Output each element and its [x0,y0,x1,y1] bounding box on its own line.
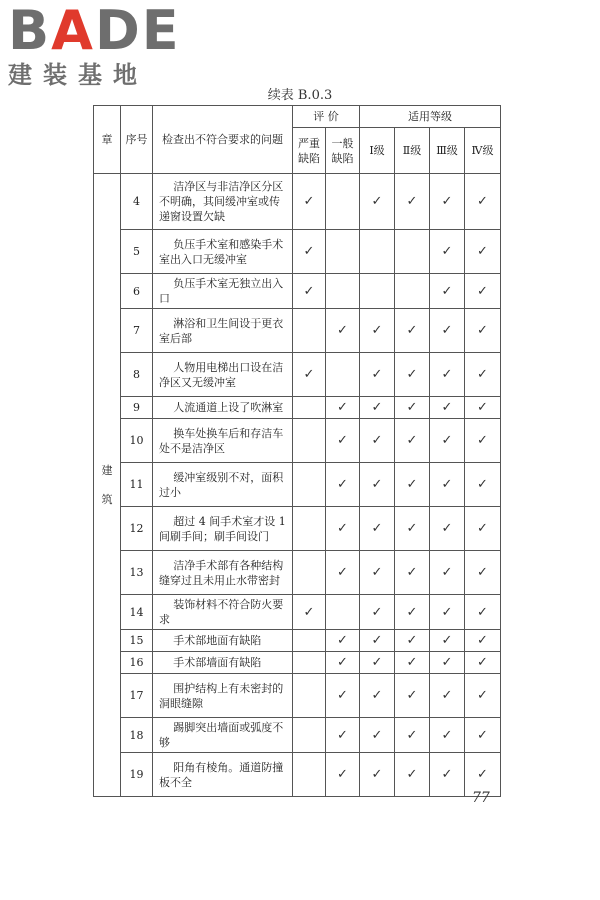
check-mark-icon: ✓ [371,323,383,338]
row-number: 11 [121,463,153,507]
cell-grade-3 [430,309,465,353]
check-mark-icon: ✓ [441,727,453,743]
table-row [94,753,501,797]
table-row [94,630,501,652]
check-mark-icon: ✓ [477,727,488,743]
check-mark-icon: ✓ [441,604,453,620]
row-number: 8 [121,353,153,397]
header-grade-1: Ⅰ级 [360,128,395,174]
cell-grade-4 [465,551,501,595]
table-row [94,397,501,419]
check-mark-icon: ✓ [371,688,383,703]
check-mark-icon: ✓ [406,433,418,448]
cell-grade-1 [360,753,395,797]
cell-general [326,652,360,674]
cell-grade-1 [360,397,395,419]
check-mark-icon: ✓ [337,727,348,743]
issue-description: 人流通道上设了吹淋室 [153,397,293,419]
table-row [94,174,501,230]
header-evaluation: 评 价 [293,106,360,128]
header-grade-4: Ⅳ级 [465,128,501,174]
check-mark-icon: ✓ [477,244,488,259]
check-mark-icon: ✓ [406,521,418,536]
cell-grade-1 [360,595,395,630]
cell-grade-1 [360,674,395,718]
table-row [94,309,501,353]
issue-description: 人物用电梯出口设在洁净区又无缓冲室 [153,353,293,397]
check-mark-icon: ✓ [406,727,418,743]
issue-description: 洁净区与非洁净区分区不明确，其间缓冲室或传递窗设置欠缺 [153,174,293,230]
cell-grade-3 [430,652,465,674]
table-row [94,230,501,274]
check-mark-icon: ✓ [406,194,418,209]
cell-severe [293,463,326,507]
cell-grade-2 [395,397,430,419]
check-mark-icon: ✓ [337,323,348,338]
cell-grade-1 [360,463,395,507]
check-mark-icon: ✓ [303,194,315,209]
cell-grade-2 [395,753,430,797]
cell-grade-1 [360,274,395,309]
cell-grade-3 [430,507,465,551]
cell-grade-3 [430,230,465,274]
cell-severe [293,174,326,230]
cell-severe [293,595,326,630]
logo-wordmark: BADE [8,0,181,62]
table-row [94,463,501,507]
check-mark-icon: ✓ [477,565,488,580]
check-mark-icon: ✓ [406,767,418,782]
cell-grade-3 [430,419,465,463]
row-number: 7 [121,309,153,353]
check-mark-icon: ✓ [406,400,418,415]
table-row [94,353,501,397]
check-mark-icon: ✓ [371,767,383,782]
cell-grade-1 [360,630,395,652]
row-number: 18 [121,718,153,753]
check-mark-icon: ✓ [337,521,348,536]
check-mark-icon: ✓ [477,604,488,620]
check-mark-icon: ✓ [371,655,383,670]
cell-grade-3 [430,353,465,397]
cell-grade-2 [395,309,430,353]
cell-general [326,174,360,230]
issue-description: 踢脚突出墙面或弧度不够 [153,718,293,753]
cell-grade-4 [465,595,501,630]
cell-grade-1 [360,309,395,353]
check-mark-icon: ✓ [371,433,383,448]
check-mark-icon: ✓ [406,367,418,382]
cell-severe [293,630,326,652]
row-number: 6 [121,274,153,309]
issue-description: 围护结构上有未密封的洞眼缝隙 [153,674,293,718]
cell-grade-2 [395,595,430,630]
cell-grade-4 [465,353,501,397]
cell-grade-3 [430,595,465,630]
check-mark-icon: ✓ [477,323,488,338]
chapter-cell: 建 筑 [94,174,121,797]
check-mark-icon: ✓ [441,194,453,209]
cell-grade-2 [395,674,430,718]
cell-grade-4 [465,463,501,507]
issue-description: 手术部墙面有缺陷 [153,652,293,674]
cell-grade-3 [430,463,465,507]
check-mark-icon: ✓ [371,194,383,209]
cell-severe [293,753,326,797]
cell-grade-4 [465,397,501,419]
cell-general [326,309,360,353]
check-mark-icon: ✓ [441,521,453,536]
issue-description: 装饰材料不符合防火要求 [153,595,293,630]
row-number: 12 [121,507,153,551]
check-mark-icon: ✓ [441,477,453,492]
cell-grade-1 [360,718,395,753]
cell-general [326,630,360,652]
issue-description: 缓冲室级别不对，面积过小 [153,463,293,507]
check-mark-icon: ✓ [303,367,315,382]
cell-grade-1 [360,230,395,274]
cell-grade-3 [430,674,465,718]
cell-grade-3 [430,174,465,230]
check-mark-icon: ✓ [337,400,348,415]
cell-severe [293,397,326,419]
cell-grade-3 [430,397,465,419]
issue-description: 手术部地面有缺陷 [153,630,293,652]
check-mark-icon: ✓ [441,767,453,782]
check-mark-icon: ✓ [406,688,418,703]
cell-severe [293,652,326,674]
cell-general [326,419,360,463]
cell-grade-3 [430,630,465,652]
check-mark-icon: ✓ [337,433,348,448]
row-number: 16 [121,652,153,674]
cell-grade-2 [395,507,430,551]
check-mark-icon: ✓ [477,433,488,448]
check-mark-icon: ✓ [337,655,348,670]
check-mark-icon: ✓ [477,283,488,299]
check-mark-icon: ✓ [441,400,453,415]
cell-general [326,353,360,397]
issue-description: 洁净手术部有各种结构缝穿过且未用止水带密封 [153,551,293,595]
check-mark-icon: ✓ [303,283,315,299]
header-issue: 检查出不符合要求的问题 [153,106,293,174]
issue-description: 负压手术室无独立出入口 [153,274,293,309]
cell-severe [293,309,326,353]
cell-grade-3 [430,753,465,797]
check-mark-icon: ✓ [477,688,488,703]
cell-grade-4 [465,230,501,274]
check-mark-icon: ✓ [371,565,383,580]
header-general-defect: 一般 缺陷 [326,128,360,174]
inspection-table [93,105,501,797]
table-row [94,419,501,463]
cell-general [326,463,360,507]
check-mark-icon: ✓ [441,323,453,338]
cell-grade-2 [395,419,430,463]
cell-grade-4 [465,507,501,551]
cell-grade-1 [360,353,395,397]
cell-grade-4 [465,174,501,230]
cell-general [326,718,360,753]
row-number: 13 [121,551,153,595]
cell-grade-2 [395,174,430,230]
check-mark-icon: ✓ [406,604,418,620]
check-mark-icon: ✓ [477,477,488,492]
header-grade-2: Ⅱ级 [395,128,430,174]
row-number: 10 [121,419,153,463]
cell-grade-4 [465,652,501,674]
cell-grade-2 [395,353,430,397]
bade-logo [8,0,181,90]
check-mark-icon: ✓ [337,767,348,782]
check-mark-icon: ✓ [371,727,383,743]
check-mark-icon: ✓ [371,477,383,492]
header-chapter: 章 [94,106,121,174]
row-number: 17 [121,674,153,718]
table-row [94,652,501,674]
header-applicable-grade: 适用等级 [360,106,501,128]
cell-severe [293,274,326,309]
cell-general [326,507,360,551]
check-mark-icon: ✓ [441,655,453,670]
check-mark-icon: ✓ [477,400,488,415]
issue-description: 超过 4 间手术室才设 1 间刷手间；刷手间设门 [153,507,293,551]
row-number: 9 [121,397,153,419]
row-number: 14 [121,595,153,630]
check-mark-icon: ✓ [441,433,453,448]
table-row [94,274,501,309]
cell-severe [293,507,326,551]
cell-severe [293,551,326,595]
check-mark-icon: ✓ [371,633,383,648]
check-mark-icon: ✓ [337,565,348,580]
check-mark-icon: ✓ [477,767,488,782]
cell-severe [293,353,326,397]
table-row [94,551,501,595]
check-mark-icon: ✓ [371,604,383,620]
check-mark-icon: ✓ [406,655,418,670]
check-mark-icon: ✓ [441,244,453,259]
check-mark-icon: ✓ [477,633,488,648]
check-mark-icon: ✓ [441,283,453,299]
check-mark-icon: ✓ [441,367,453,382]
check-mark-icon: ✓ [477,521,488,536]
cell-general [326,397,360,419]
table-row [94,674,501,718]
check-mark-icon: ✓ [441,688,453,703]
cell-grade-2 [395,630,430,652]
table-row [94,718,501,753]
cell-grade-1 [360,652,395,674]
cell-grade-2 [395,274,430,309]
check-mark-icon: ✓ [337,688,348,703]
cell-general [326,551,360,595]
cell-grade-3 [430,274,465,309]
check-mark-icon: ✓ [441,565,453,580]
table-row [94,595,501,630]
check-mark-icon: ✓ [406,633,418,648]
page-number: 77 [472,790,490,806]
cell-general [326,274,360,309]
cell-grade-2 [395,652,430,674]
check-mark-icon: ✓ [303,604,315,620]
cell-grade-4 [465,274,501,309]
cell-grade-1 [360,507,395,551]
cell-grade-4 [465,718,501,753]
check-mark-icon: ✓ [371,367,383,382]
row-number: 4 [121,174,153,230]
cell-grade-4 [465,674,501,718]
cell-grade-1 [360,174,395,230]
check-mark-icon: ✓ [477,655,488,670]
cell-severe [293,419,326,463]
cell-grade-2 [395,230,430,274]
table-caption: 续表 B.0.3 [267,88,333,103]
check-mark-icon: ✓ [371,521,383,536]
cell-grade-2 [395,463,430,507]
header-severe-defect: 严重 缺陷 [293,128,326,174]
cell-grade-4 [465,419,501,463]
check-mark-icon: ✓ [371,400,383,415]
issue-description: 淋浴和卫生间设于更衣室后部 [153,309,293,353]
check-mark-icon: ✓ [406,477,418,492]
cell-general [326,230,360,274]
cell-grade-2 [395,551,430,595]
table-body [94,174,501,797]
check-mark-icon: ✓ [406,323,418,338]
check-mark-icon: ✓ [477,367,488,382]
row-number: 15 [121,630,153,652]
cell-severe [293,674,326,718]
cell-general [326,595,360,630]
cell-grade-1 [360,419,395,463]
issue-description: 阳角有棱角。通道防撞板不全 [153,753,293,797]
check-mark-icon: ✓ [441,633,453,648]
cell-grade-3 [430,718,465,753]
check-mark-icon: ✓ [337,633,348,648]
row-number: 5 [121,230,153,274]
check-mark-icon: ✓ [303,244,315,259]
cell-severe [293,230,326,274]
cell-grade-1 [360,551,395,595]
header-seq: 序号 [121,106,153,174]
cell-grade-3 [430,551,465,595]
cell-grade-4 [465,630,501,652]
cell-general [326,674,360,718]
table-row [94,507,501,551]
check-mark-icon: ✓ [406,565,418,580]
cell-severe [293,718,326,753]
row-number: 19 [121,753,153,797]
issue-description: 换车处换车后和存洁车处不是洁净区 [153,419,293,463]
check-mark-icon: ✓ [477,194,488,209]
issue-description: 负压手术室和感染手术室出入口无缓冲室 [153,230,293,274]
check-mark-icon: ✓ [337,477,348,492]
logo-subtitle: 建装基地 [8,61,148,89]
cell-general [326,753,360,797]
header-grade-3: Ⅲ级 [430,128,465,174]
cell-grade-2 [395,718,430,753]
cell-grade-4 [465,309,501,353]
